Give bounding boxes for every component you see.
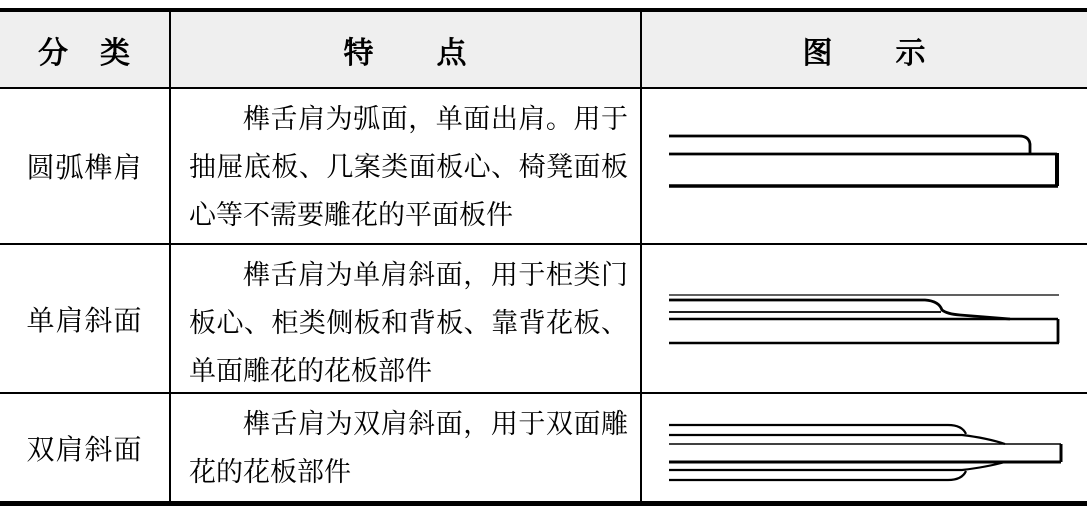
header-cell-feature <box>171 12 642 87</box>
feature-cell <box>171 394 642 501</box>
category-label: 单肩斜面 <box>26 305 143 337</box>
header-label-illustration: 图 示 <box>802 36 927 70</box>
arc-shoulder-profile-diagram <box>642 88 1085 244</box>
feature-text: 榫舌肩为单肩斜面，用于柜类门板心、柜类侧板和背板、靠背花板、单面雕花的花板部件 <box>189 260 628 386</box>
feature-cell <box>171 245 642 392</box>
illustration-cell <box>642 394 1087 501</box>
header-label-feature: 特 点 <box>343 36 468 70</box>
table-header-row <box>0 12 1087 89</box>
table-row-double-shoulder-bevel <box>0 394 1087 501</box>
category-cell <box>0 245 171 392</box>
feature-text: 榫舌肩为弧面，单面出肩。用于抽屉底板、几案类面板心、椅凳面板心等不需要雕花的平面板件 <box>189 104 628 230</box>
category-label: 双肩斜面 <box>26 434 143 466</box>
category-cell <box>0 394 171 501</box>
header-label-category: 分 类 <box>38 36 131 70</box>
category-cell <box>0 89 171 243</box>
table-row-single-shoulder-bevel <box>0 245 1087 394</box>
feature-text: 榫舌肩为双肩斜面，用于双面雕花的花板部件 <box>189 409 628 487</box>
classification-table <box>0 8 1087 506</box>
single-shoulder-bevel-profile-diagram <box>642 244 1085 393</box>
double-shoulder-bevel-profile-diagram <box>642 394 1085 501</box>
feature-cell <box>171 89 642 243</box>
header-cell-illustration <box>642 12 1087 87</box>
table-row-arc-shoulder <box>0 89 1087 245</box>
header-cell-category <box>0 12 171 87</box>
illustration-cell <box>642 89 1087 243</box>
illustration-cell <box>642 245 1087 392</box>
category-label: 圆弧榫肩 <box>26 153 143 184</box>
